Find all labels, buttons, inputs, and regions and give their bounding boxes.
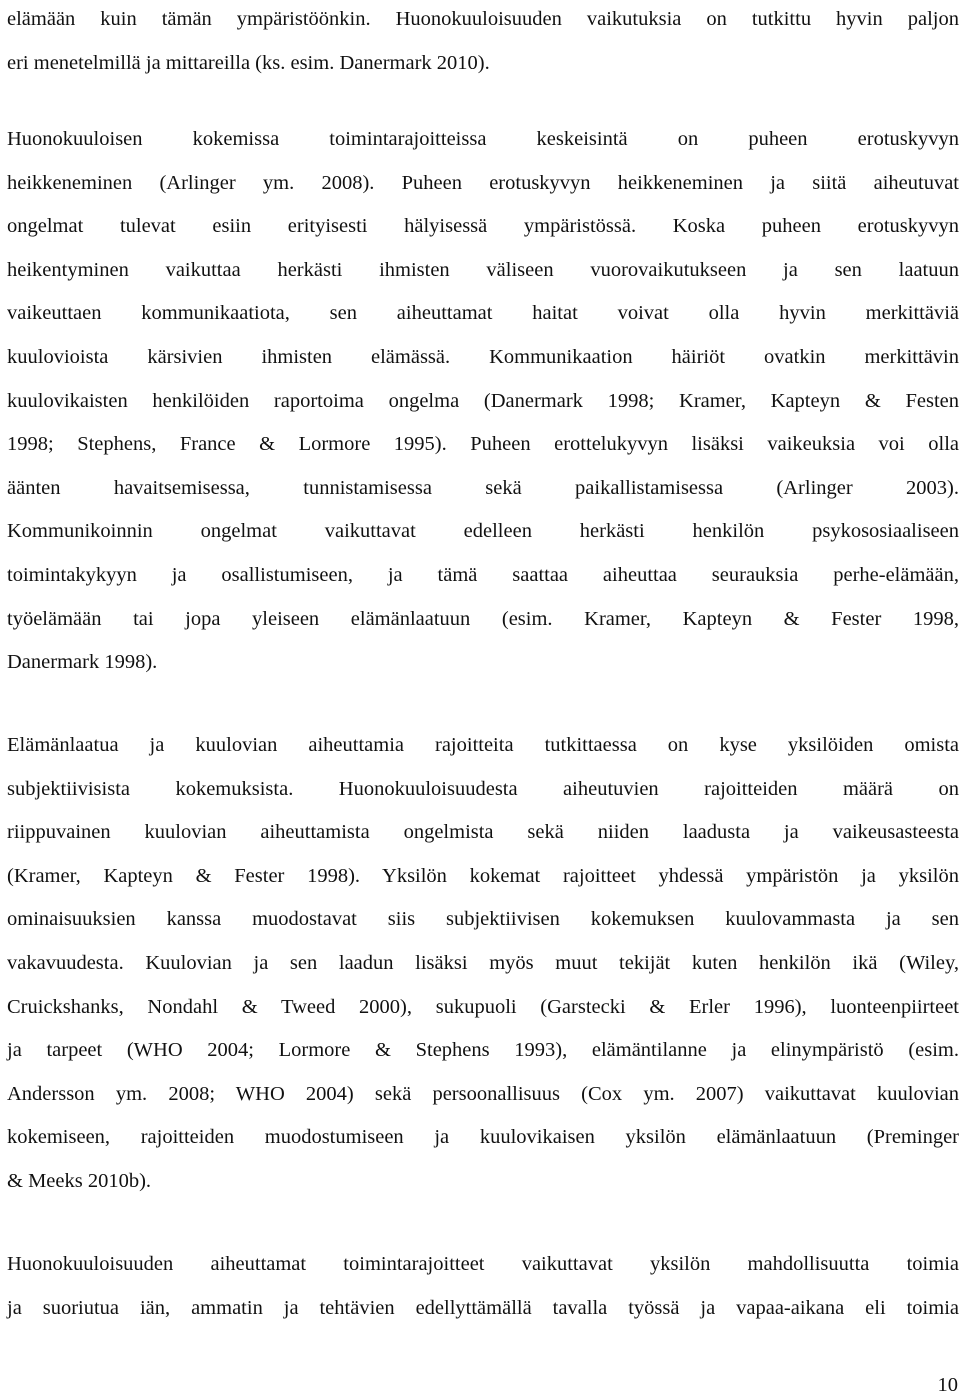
paragraph-2 <box>7 118 959 685</box>
text-line: (Kramer, Kapteyn & Fester 1998). Yksilön kokemat rajoitteet yhdessä ympäristön ja yksilön <box>7 864 959 887</box>
text-line: vakavuudesta. Kuulovian ja sen laadun lisäksi myös muut tekijät kuten henkilön ikä (Wiley, <box>7 951 959 974</box>
paragraph-3 <box>7 724 959 1204</box>
text-line: ja tarpeet (WHO 2004; Lormore & Stephens 1993), elämäntilanne ja elinympäristö (esim. <box>7 1039 959 1062</box>
text-line: ongelmat tulevat esiin erityisesti hälyisessä ympäristössä. Koska puheen erotuskyvyn <box>7 215 959 238</box>
text-line: Kommunikoinnin ongelmat vaikuttavat edelleen herkästi henkilön psykososiaaliseen <box>7 520 959 543</box>
text-line: Danermark 1998). <box>7 651 158 674</box>
text-line: kuulovioista kärsivien ihmisten elämässä. Kommunikaation häiriöt ovatkin merkittävin <box>7 345 959 368</box>
text-line: riippuvainen kuulovian aiheuttamista ongelmista sekä niiden laadusta ja vaikeusasteesta <box>7 821 959 844</box>
text-line: kokemiseen, rajoitteiden muodostumiseen ja kuulovikaisen yksilön elämänlaatuun (Preminger <box>7 1126 959 1149</box>
text-line: Andersson ym. 2008; WHO 2004) sekä persoonallisuus (Cox ym. 2007) vaikuttavat kuulovian <box>7 1082 959 1105</box>
text-line: kuulovikaisten henkilöiden raportoima ongelma (Danermark 1998; Kramer, Kapteyn & Festen <box>7 389 959 412</box>
text-line: heikentyminen vaikuttaa herkästi ihmisten väliseen vuorovaikutukseen ja sen laatuun <box>7 258 959 281</box>
text-line: äänten havaitsemisessa, tunnistamisessa sekä paikallistamisessa (Arlinger 2003). <box>7 476 959 499</box>
text-line: & Meeks 2010b). <box>7 1169 152 1192</box>
text-line: toimintakykyyn ja osallistumiseen, ja tämä saattaa aiheuttaa seurauksia perhe-elämään, <box>7 563 959 586</box>
text-line: työelämään tai jopa yleiseen elämänlaatuun (esim. Kramer, Kapteyn & Fester 1998, <box>7 607 959 630</box>
text-line: vaikeuttaen kommunikaatiota, sen aiheuttamat haitat voivat olla hyvin merkittäviä <box>7 302 959 325</box>
text-line: elämään kuin tämän ympäristöönkin. Huonokuuloisuuden vaikutuksia on tutkittu hyvin paljon <box>7 8 959 30</box>
paragraph-4 <box>7 1243 959 1330</box>
page-number: 10 <box>937 1374 958 1396</box>
text-line: Huonokuuloisuuden aiheuttamat toimintarajoitteet vaikuttavat yksilön mahdollisuutta toimia <box>7 1253 959 1275</box>
text-line: subjektiivisista kokemuksista. Huonokuuloisuudesta aiheutuvien rajoitteiden määrä on <box>7 777 959 800</box>
text-line: ominaisuuksien kanssa muodostavat siis subjektiivisen kokemuksen kuulovammasta ja sen <box>7 908 959 931</box>
text-line: Cruickshanks, Nondahl & Tweed 2000), sukupuoli (Garstecki & Erler 1996), luonteenpiirteet <box>7 995 959 1018</box>
text-line: eri menetelmillä ja mittareilla (ks. esim. Danermark 2010). <box>7 51 490 74</box>
text-line: Elämänlaatua ja kuulovian aiheuttamia rajoitteita tutkittaessa on kyse yksilöiden omista <box>7 734 959 756</box>
text-line: 1998; Stephens, France & Lormore 1995). Puheen erottelukyvyn lisäksi vaikeuksia voi olla <box>7 433 959 456</box>
text-line: ja suoriutua iän, ammatin ja tehtävien edellyttämällä tavalla työssä ja vapaa-aikana eli toimia <box>7 1296 959 1319</box>
text-line: Huonokuuloisen kokemissa toimintarajoitteissa keskeisintä on puheen erotuskyvyn <box>7 128 959 150</box>
paragraph-1 <box>7 0 959 85</box>
text-line: heikkeneminen (Arlinger ym. 2008). Puheen erotuskyvyn heikkeneminen ja siitä aiheutuvat <box>7 171 959 194</box>
